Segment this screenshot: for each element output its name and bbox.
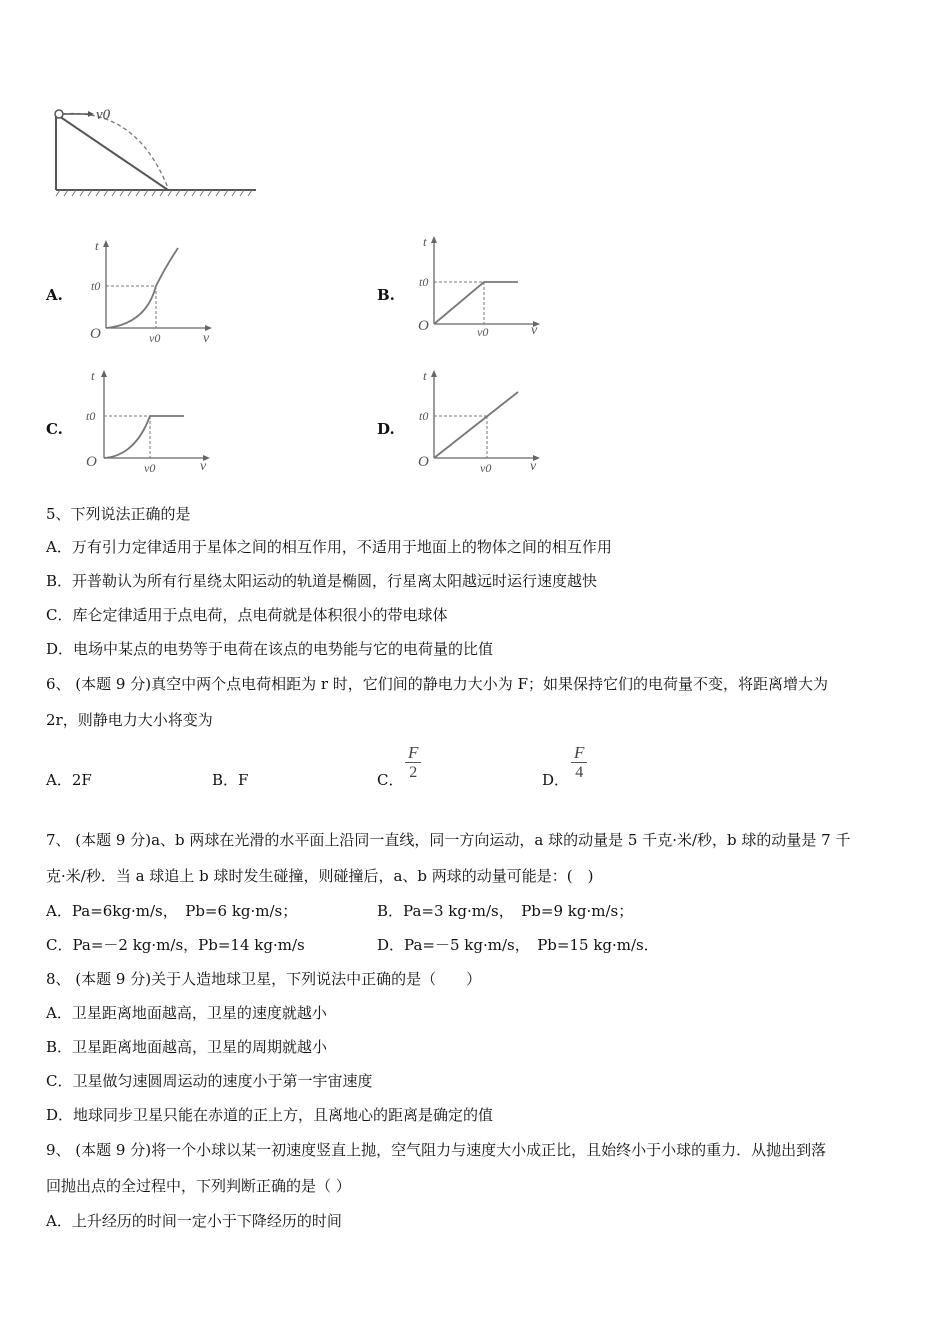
- q5-stem: 5、下列说法正确的是: [46, 505, 191, 523]
- q6-option-d-fraction: F 4: [571, 744, 587, 783]
- svg-text:t0: t0: [91, 279, 101, 293]
- q6-option-a: A．2F: [46, 771, 92, 789]
- q9-stem-line2: 回抛出点的全过程中，下列判断正确的是（ ）: [46, 1177, 351, 1195]
- option-d-label: D.: [377, 420, 395, 438]
- q5-option-b: B．开普勒认为所有行星绕太阳运动的轨道是椭圆，行星离太阳越远时运行速度越快: [46, 572, 598, 590]
- graph-c: [80, 366, 215, 476]
- q6-option-c-fraction: F 2: [405, 744, 421, 783]
- svg-text:v0: v0: [477, 325, 489, 339]
- q6-option-d-label: D．: [542, 771, 570, 789]
- q7-option-b: B．Pa=3 kg·m/s， Pb=9 kg·m/s；: [377, 902, 634, 920]
- q6-option-b: B．F: [212, 771, 249, 789]
- option-c-label: C.: [46, 420, 63, 438]
- q7-option-a: A．Pa=6kg·m/s， Pb=6 kg·m/s；: [46, 902, 298, 920]
- svg-text:O: O: [418, 454, 429, 470]
- q8-option-c: C．卫星做匀速圆周运动的速度小于第一宇宙速度: [46, 1072, 373, 1090]
- q8-option-b: B．卫星距离地面越高，卫星的周期就越小: [46, 1038, 328, 1056]
- svg-text:t: t: [95, 238, 99, 253]
- svg-text:O: O: [418, 318, 429, 334]
- svg-text:v: v: [531, 323, 538, 338]
- q7-option-c: C．Pa=－2 kg·m/s，Pb=14 kg·m/s: [46, 936, 305, 954]
- svg-text:v0: v0: [144, 461, 156, 475]
- q7-stem-line2: 克·米/秒．当 a 球追上 b 球时发生碰撞，则碰撞后，a、b 两球的动量可能是：( ): [46, 867, 594, 885]
- q6-stem-line2: 2r，则静电力大小将变为: [46, 711, 213, 729]
- q7-option-d: D．Pa=－5 kg·m/s， Pb=15 kg·m/s．: [377, 936, 659, 954]
- graph-d: [414, 366, 544, 476]
- option-a-label: A.: [46, 286, 63, 304]
- graph-a: [86, 236, 216, 346]
- q9-stem-line1: 9、 (本题 9 分)将一个小球以某一初速度竖直上抛，空气阻力与速度大小成正比，且始终小于小球的重力．从抛出到落: [46, 1141, 827, 1159]
- q9-option-a: A．上升经历的时间一定小于下降经历的时间: [46, 1212, 342, 1230]
- q5-option-d: D．电场中某点的电势等于电荷在该点的电势能与它的电荷量的比值: [46, 640, 494, 658]
- incline-figure: [46, 100, 266, 200]
- q8-option-a: A．卫星距离地面越高，卫星的速度就越小: [46, 1004, 327, 1022]
- q5-option-c: C．库仑定律适用于点电荷，点电荷就是体积很小的带电球体: [46, 606, 448, 624]
- option-b-label: B.: [377, 286, 395, 304]
- svg-text:t0: t0: [86, 409, 96, 423]
- svg-text:t: t: [423, 368, 427, 383]
- q6-option-c-label: C．: [377, 771, 404, 789]
- svg-text:v0: v0: [480, 461, 492, 475]
- svg-text:t: t: [91, 368, 95, 383]
- svg-text:t0: t0: [419, 275, 429, 289]
- q8-option-d: D．地球同步卫星只能在赤道的正上方，且离地心的距离是确定的值: [46, 1106, 494, 1124]
- svg-text:v: v: [530, 459, 537, 474]
- svg-text:O: O: [86, 454, 97, 470]
- q5-option-a: A．万有引力定律适用于星体之间的相互作用，不适用于地面上的物体之间的相互作用: [46, 538, 612, 556]
- svg-text:v: v: [203, 331, 210, 346]
- svg-text:O: O: [90, 326, 101, 342]
- q6-stem-line1: 6、 (本题 9 分)真空中两个点电荷相距为 r 时，它们间的静电力大小为 F；如果保持它们的电荷量不变，将距离增大为: [46, 675, 828, 693]
- graph-b: [414, 232, 544, 342]
- q8-stem: 8、 (本题 9 分)关于人造地球卫星，下列说法中正确的是（ ）: [46, 970, 482, 988]
- svg-text:v0: v0: [149, 331, 161, 345]
- svg-text:v: v: [200, 459, 207, 474]
- q7-stem-line1: 7、 (本题 9 分)a、b 两球在光滑的水平面上沿同一直线，同一方向运动，a 球的动量是 5 千克·米/秒，b 球的动量是 7 千: [46, 831, 851, 849]
- svg-text:t: t: [423, 234, 427, 249]
- v0-label: v0: [96, 107, 111, 123]
- svg-text:t0: t0: [419, 409, 429, 423]
